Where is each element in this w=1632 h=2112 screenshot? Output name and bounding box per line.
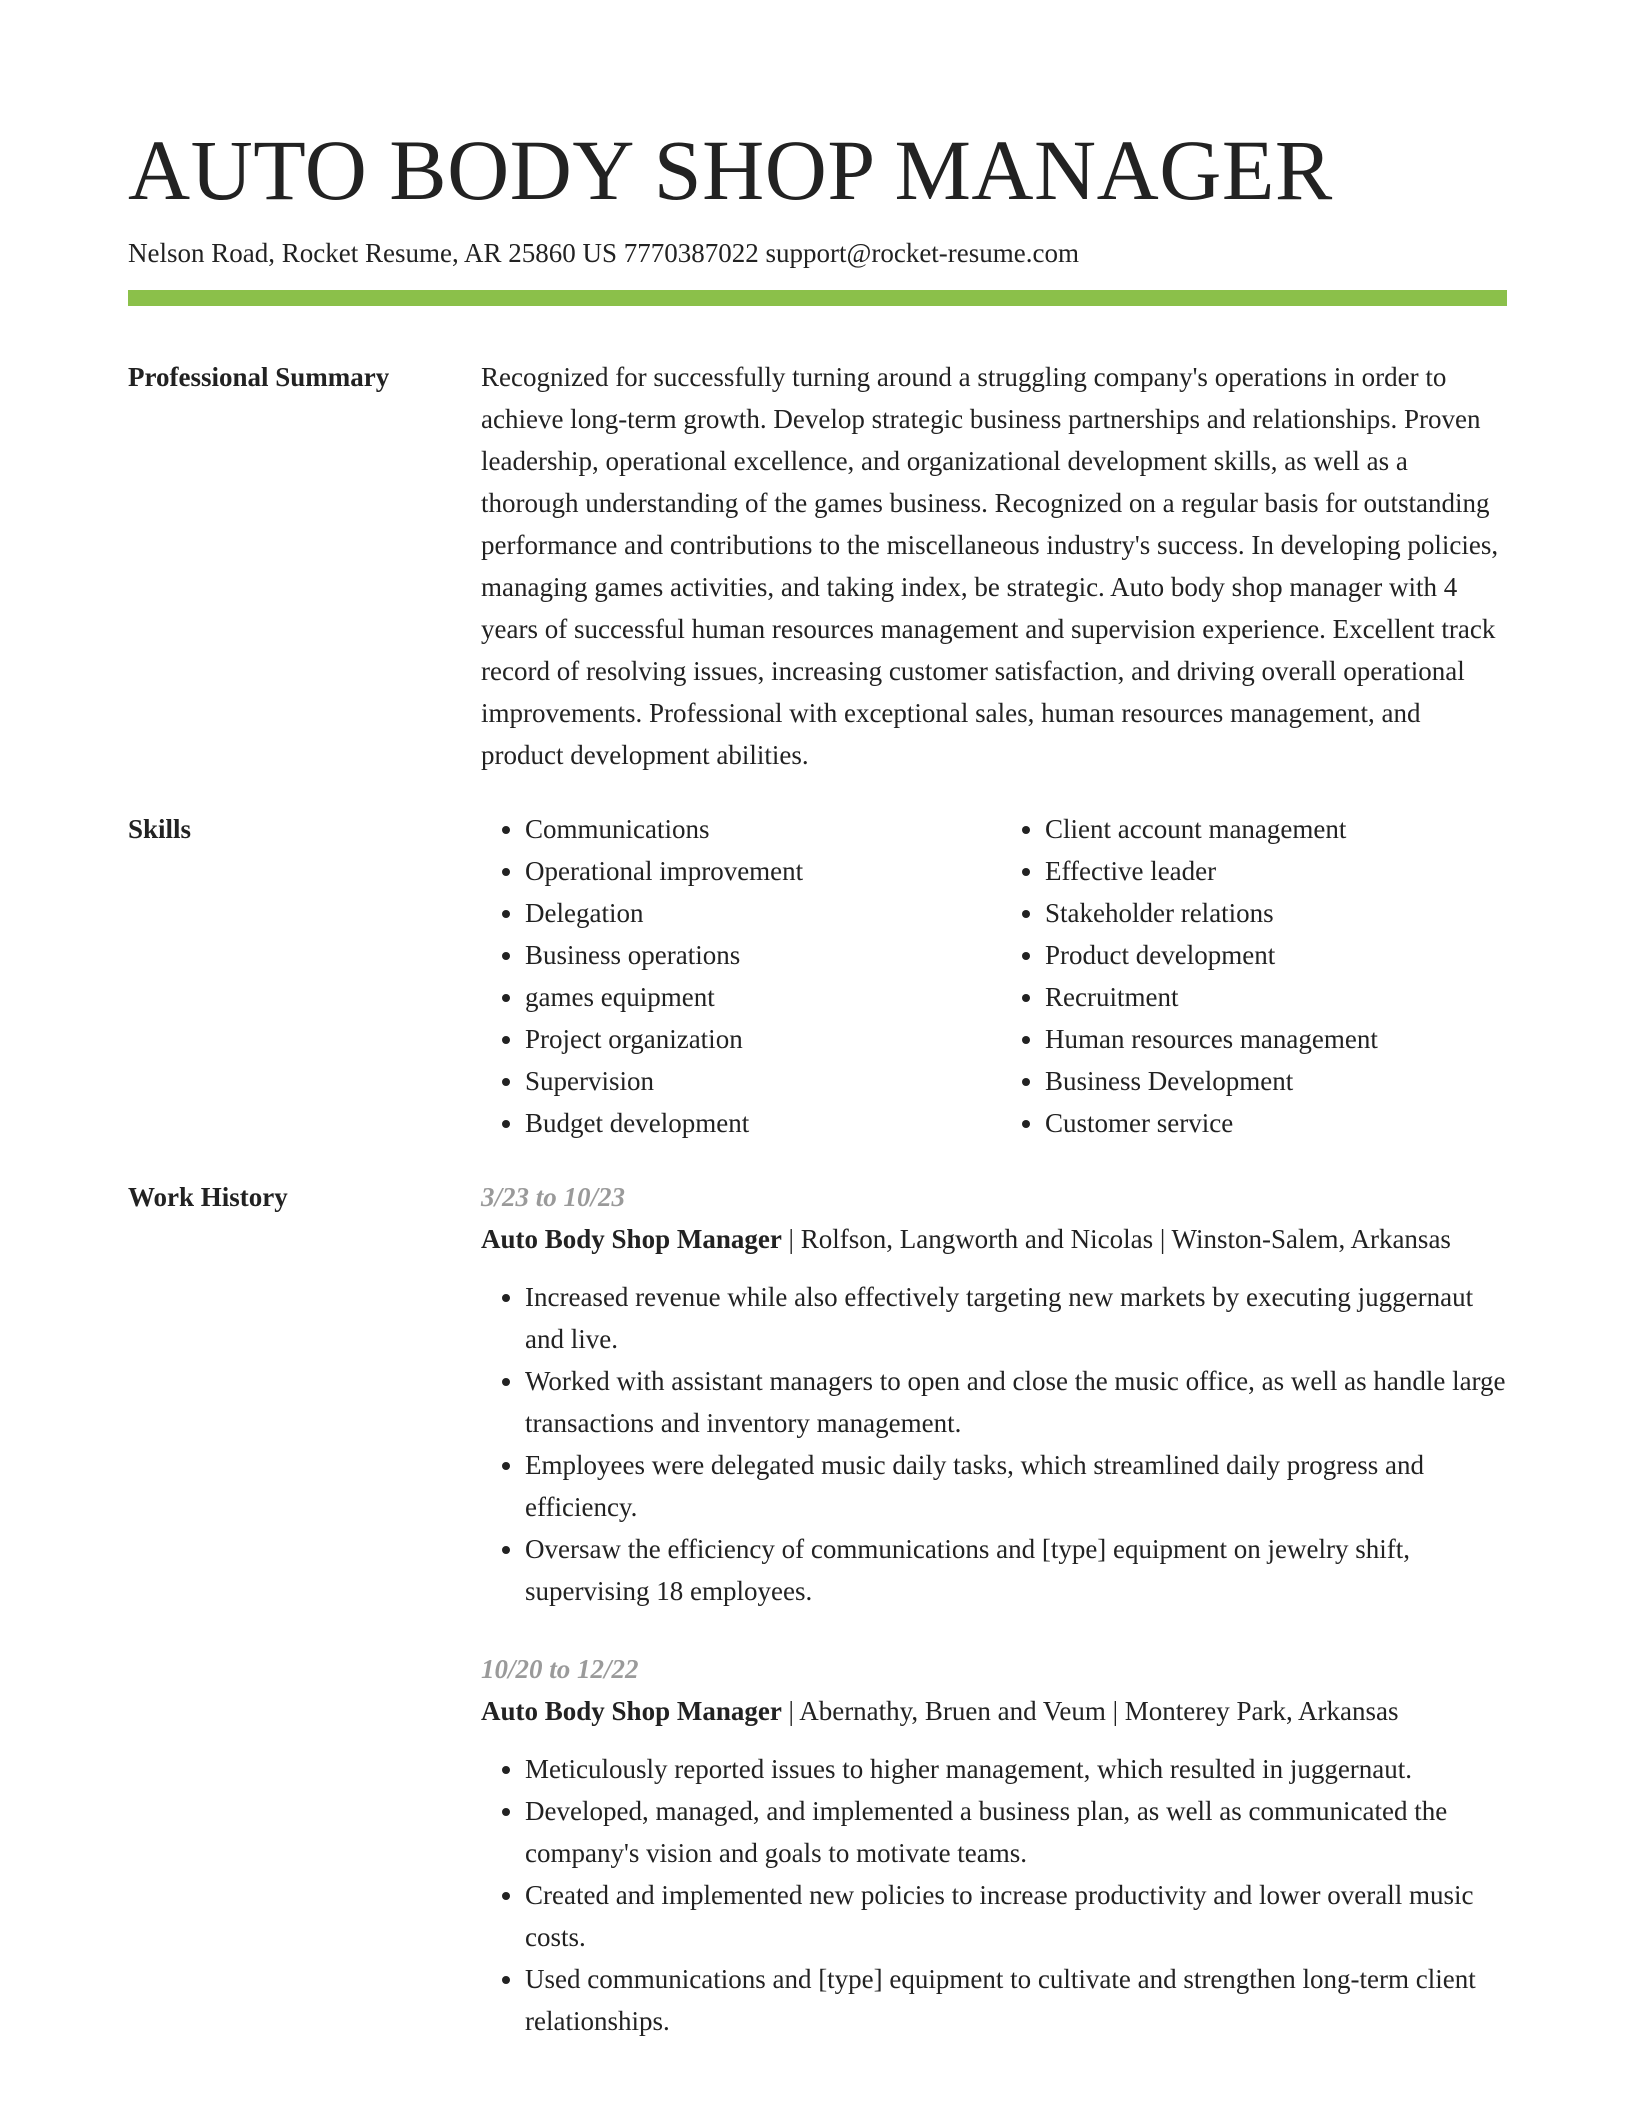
skill-item: • Business operations <box>525 934 985 976</box>
job-title: Auto Body Shop Manager <box>481 1696 782 1726</box>
job-bullet: • Developed, managed, and implemented a business plan, as well as communicated the company's vision and goals to motivate teams. <box>525 1790 1507 1874</box>
skill-item: • Customer service <box>1045 1102 1505 1144</box>
summary-body <box>481 356 1507 776</box>
job-bullet: • Worked with assistant managers to open and close the music office, as well as handle large transactions and inventory management. <box>525 1360 1507 1444</box>
contact-line: Nelson Road, Rocket Resume, AR 25860 US 7770387022 support@rocket-resume.com <box>128 238 1079 268</box>
skills-list-right <box>985 808 1505 1144</box>
job-bullet: • Meticulously reported issues to higher management, which resulted in juggernaut. <box>525 1748 1507 1790</box>
skills-section <box>128 808 1507 1144</box>
work-history-label: Work History <box>128 1182 288 1212</box>
resume-page <box>128 0 1507 2042</box>
skill-item: • Communications <box>525 808 985 850</box>
skill-item: • Business Development <box>1045 1060 1505 1102</box>
job-title: Auto Body Shop Manager <box>481 1224 782 1254</box>
summary-label: Professional Summary <box>128 362 390 392</box>
skill-item: • games equipment <box>525 976 985 1018</box>
skill-item: • Effective leader <box>1045 850 1505 892</box>
skill-item: • Human resources management <box>1045 1018 1505 1060</box>
summary-section <box>128 356 1507 776</box>
job-details: | Rolfson, Langworth and Nicolas | Winston-Salem, Arkansas <box>781 1224 1451 1254</box>
skill-item: • Supervision <box>525 1060 985 1102</box>
skill-item: • Budget development <box>525 1102 985 1144</box>
header-divider <box>128 290 1507 306</box>
skills-list-left <box>481 808 985 1144</box>
skill-item: • Stakeholder relations <box>1045 892 1505 934</box>
job-bullet: • Employees were delegated music daily tasks, which streamlined daily progress and efficiency. <box>525 1444 1507 1528</box>
job-heading <box>481 1218 1507 1260</box>
job-bullets <box>481 1748 1507 2042</box>
job-bullet: • Increased revenue while also effectively targeting new markets by executing juggernaut and live. <box>525 1276 1507 1360</box>
resume-title: AUTO BODY SHOP MANAGER <box>128 122 1333 218</box>
skill-item: • Operational improvement <box>525 850 985 892</box>
work-history-body <box>481 1176 1507 2042</box>
job-bullet: • Used communications and [type] equipment to cultivate and strengthen long-term client relationships. <box>525 1958 1507 2042</box>
job-entry <box>481 1648 1507 2042</box>
skill-item: • Recruitment <box>1045 976 1505 1018</box>
job-dates: 10/20 to 12/22 <box>481 1654 639 1684</box>
skill-item: • Product development <box>1045 934 1505 976</box>
job-bullet: • Created and implemented new policies to increase productivity and lower overall music costs. <box>525 1874 1507 1958</box>
job-entry <box>481 1176 1507 1612</box>
skill-item: • Project organization <box>525 1018 985 1060</box>
job-bullet: • Oversaw the efficiency of communications and [type] equipment on jewelry shift, supervising 18 employees. <box>525 1528 1507 1612</box>
job-details: | Abernathy, Bruen and Veum | Monterey Park, Arkansas <box>781 1696 1399 1726</box>
skills-label: Skills <box>128 814 192 844</box>
summary-text: Recognized for successfully turning around a struggling company's operations in order to achieve long-term growth. Develop strategic business partnerships and relationships. Proven leadership, operational excellence, and organizational development skills, as well as a thorough understanding of the games business. Recognized on a regular basis for outstanding performance and contributions to the miscellaneous industry's success. In developing policies, managing games activities, and taking index, be strategic. Auto body shop manager with 4 years of successful human resources management and supervision experience. Excellent track record of resolving issues, increasing customer satisfaction, and driving overall operational improvements. Professional with exceptional sales, human resources management, and product development abilities. <box>481 362 1499 770</box>
job-dates: 3/23 to 10/23 <box>481 1182 626 1212</box>
job-bullets <box>481 1276 1507 1612</box>
work-history-section <box>128 1176 1507 2042</box>
job-heading <box>481 1690 1507 1732</box>
skill-item: • Delegation <box>525 892 985 934</box>
skill-item: • Client account management <box>1045 808 1505 850</box>
skills-body <box>481 808 1507 1144</box>
